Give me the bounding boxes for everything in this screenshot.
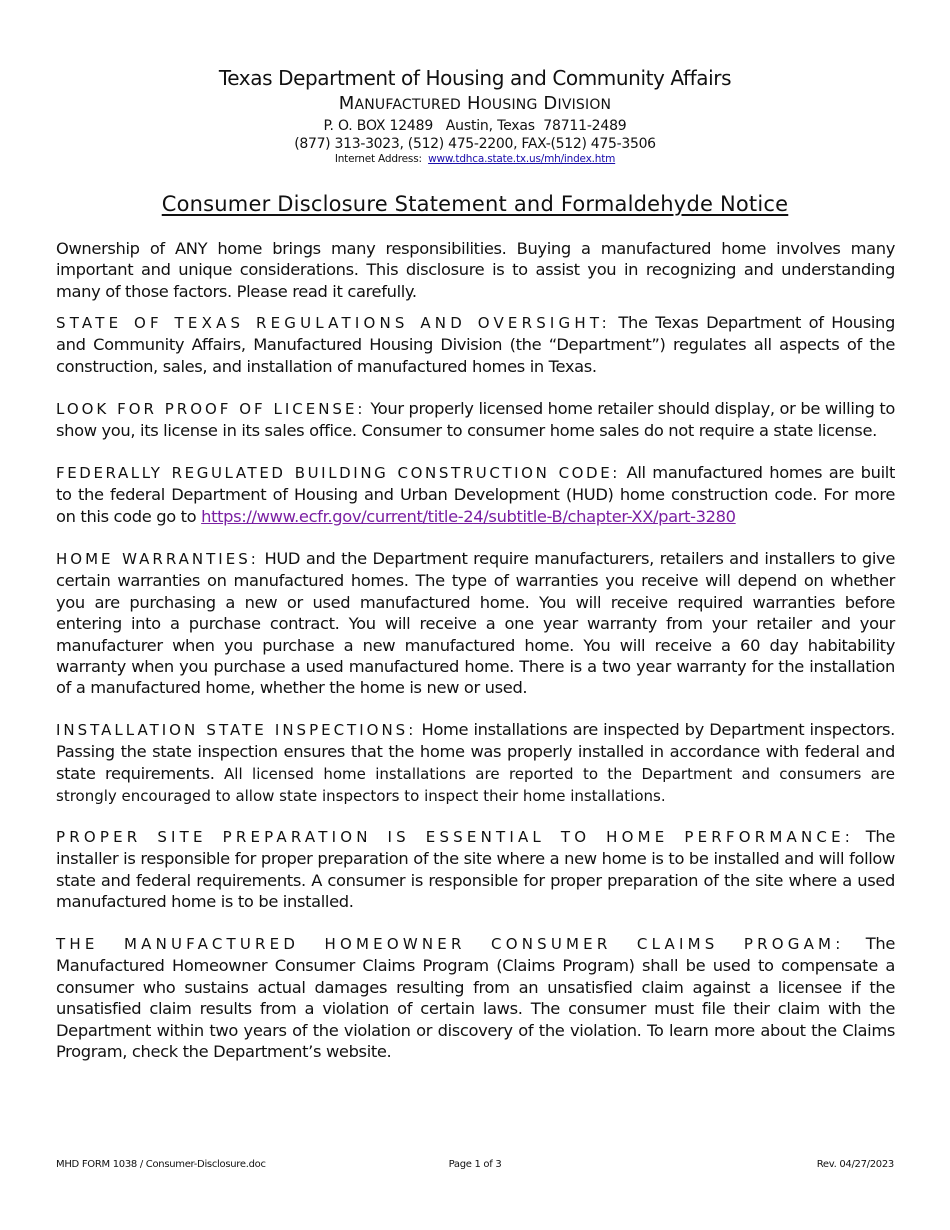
phone-numbers: (877) 313-3023, (512) 475-2200, FAX-(512) 475-3506 (294, 136, 656, 152)
section-inspections: INSTALLATION STATE INSPECTIONS: Home installations are inspected by Department inspectors. Passing the state inspection ensures that the home was properly installed in accordance with federal and state requirements. All licensed home installations are reported to the Department and consumers are strongly encouraged to allow state inspectors to inspect their home installations. (56, 720, 896, 806)
footer-revision: Rev. 04/27/2023 (816, 1159, 894, 1170)
section-warranties: HOME WARRANTIES: HUD and the Department require manufacturers, retailers and installers to give certain warranties on manufactured homes. The type of warranties you receive will depend on whether you are purchasing a new or used manufactured home. You will receive required warranties before entering into a purchase contract. You will receive a one year warranty from your retailer and your manufacturer when you purchase a new manufactured home. You will receive a 60 day habitability warranty when you purchase a used manufactured home. There is a two year warranty for the installation of a manufactured home, whether the home is new or used. (56, 549, 896, 698)
mailing-address: P. O. BOX 12489 Austin, Texas 78711-2489 (323, 118, 627, 134)
intro-paragraph: Ownership of ANY home brings many responsibilities. Buying a manufactured home involves many important and unique considerations. This disclosure is to assist you in recognizing and understanding many of those factors. Please read it carefully. (56, 239, 895, 301)
section-claims-program: THE MANUFACTURED HOMEOWNER CONSUMER CLAIMS PROGAM: The Manufactured Homeowner Consumer Claims Program (Claims Program) shall be used to compensate a consumer who sustains actual damages resulting from an unsatisfied claim against a licensee if the unsatisfied claim results from a violation of certain laws. The consumer must file their claim with the Department within two years of the violation or discovery of the violation. To learn more about the Claims Program, check the Department’s website. (56, 934, 896, 1062)
section-site-preparation: PROPER SITE PREPARATION IS ESSENTIAL TO HOME PERFORMANCE: The installer is responsible for proper preparation of the site where a new home is to be installed and will follow state and federal requirements. A consumer is responsible for proper preparation of the site where a used manufactured home is to be installed. (56, 827, 895, 912)
section-label: PROPER SITE PREPARATION IS ESSENTIAL TO HOME PERFORMANCE: (56, 828, 854, 846)
website-link[interactable]: www.tdhca.state.tx.us/mh/index.htm (428, 153, 616, 165)
agency-name: Texas Department of Housing and Community Affairs (218, 66, 732, 90)
division-name: MANUFACTURED HOUSING DIVISION (338, 93, 612, 114)
footer-page-number: Page 1 of 3 (448, 1159, 502, 1170)
section-label: HOME WARRANTIES: (56, 550, 259, 568)
section-label: STATE OF TEXAS REGULATIONS AND OVERSIGHT: (56, 314, 611, 332)
section-license: LOOK FOR PROOF OF LICENSE: Your properly licensed home retailer should display, or be willing to show you, its license in its sales office. Consumer to consumer home sales do not require a state license. (56, 399, 895, 441)
ecfr-link[interactable]: https://www.ecfr.gov/current/title-24/subtitle-B/chapter-XX/part-3280 (201, 506, 736, 526)
footer-form-id: MHD FORM 1038 / Consumer-Disclosure.doc (56, 1159, 266, 1170)
section-label: INSTALLATION STATE INSPECTIONS: (56, 721, 417, 739)
section-regulations: STATE OF TEXAS REGULATIONS AND OVERSIGHT: The Texas Department of Housing and Community Affairs, Manufactured Housing Division (the “Department”) regulates all aspects of the construction, sales, and installation of manufactured homes in Texas. (56, 313, 895, 376)
internet-address (0, 153, 950, 165)
internet-label: Internet Address: (334, 153, 422, 165)
section-label: THE MANUFACTURED HOMEOWNER CONSUMER CLAIMS PROGAM: (56, 935, 845, 953)
section-building-code: FEDERALLY REGULATED BUILDING CONSTRUCTION CODE: All manufactured homes are built to the federal Department of Housing and Urban Development (HUD) home construction code. For more on this code go to https://www.ecfr.gov/current/title-24/subtitle-B/chapter-XX/part-3280 (56, 463, 895, 526)
document-title: Consumer Disclosure Statement and Formaldehyde Notice (161, 192, 789, 216)
section-label: LOOK FOR PROOF OF LICENSE: (56, 400, 366, 418)
section-label: FEDERALLY REGULATED BUILDING CONSTRUCTION CODE: (56, 464, 620, 482)
